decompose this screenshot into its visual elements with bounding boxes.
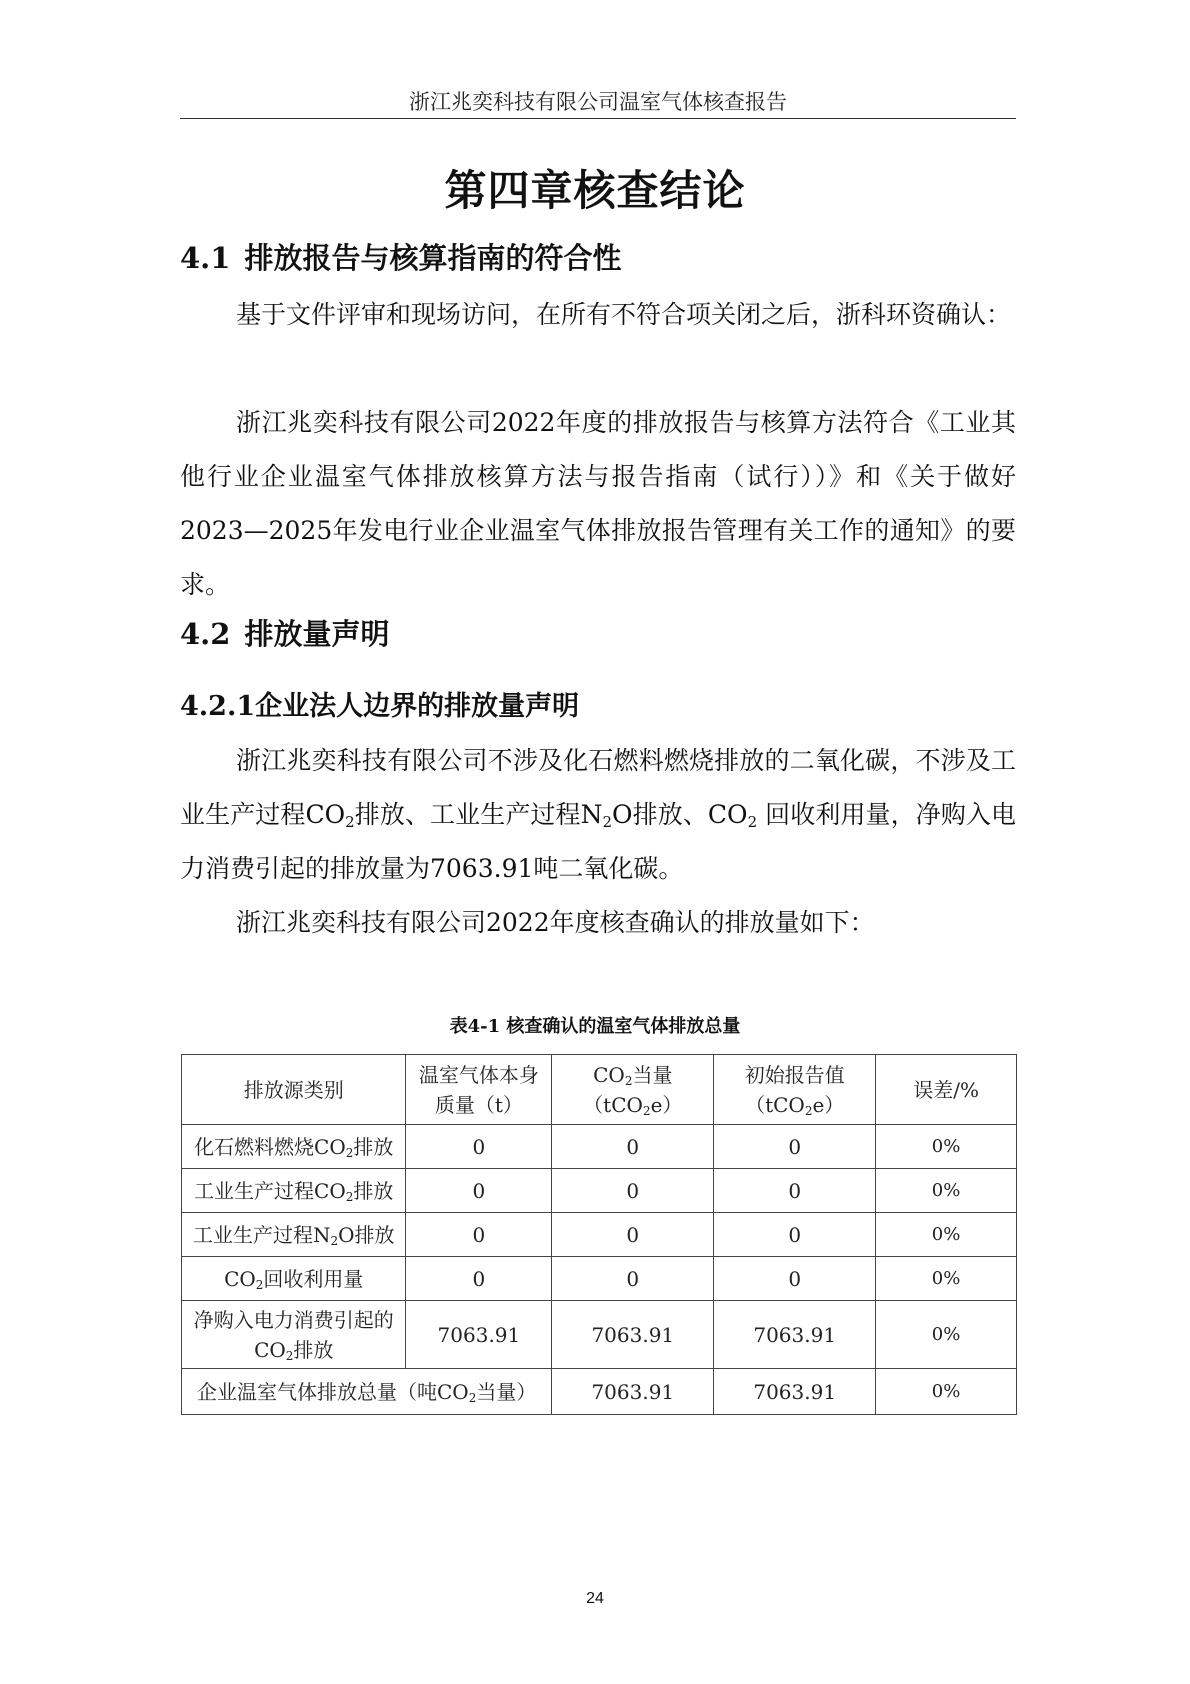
section-4-1-heading — [180, 236, 621, 277]
cell-co2e: 0 — [552, 1125, 714, 1169]
section-4-2-1-heading: 4.2.1企业法人边界的排放量声明 — [180, 691, 580, 722]
paragraph-table-intro: 浙江兆奕科技有限公司2022年度核查确认的排放量如下： — [236, 908, 875, 937]
cell-initial: 0 — [714, 1257, 876, 1301]
text-run: 浙江兆奕科技有限公司不涉及化石燃料燃烧排放的二氧化碳，不涉及工业生产过程CO — [180, 746, 1016, 829]
section-number: 4.2 — [180, 617, 231, 651]
text-run: CO — [593, 1062, 625, 1087]
cell-mass: 0 — [406, 1169, 552, 1213]
cell-error: 0% — [876, 1257, 1017, 1301]
cell-initial: 0 — [714, 1125, 876, 1169]
table-total-row — [182, 1369, 1017, 1415]
chapter-title: 第四章核查结论 — [444, 166, 746, 215]
section-number: 4.1 — [180, 241, 231, 275]
subscript: 2 — [255, 1277, 264, 1292]
text-run: 回收利用量，净购入电力消费引起的排放量为7063.91吨二氧化碳。 — [180, 800, 1017, 883]
text-run: 回收利用量 — [263, 1266, 364, 1291]
text-run: CO — [254, 1337, 286, 1362]
text-run: 企业温室气体排放总量（吨CO — [197, 1379, 469, 1404]
header-error: 误差/% — [876, 1055, 1017, 1125]
cell-co2e: 0 — [552, 1213, 714, 1257]
subscript: 2 — [345, 812, 355, 831]
text-run: 初始报告值 — [744, 1062, 845, 1087]
subscript: 2 — [468, 1390, 477, 1405]
cell-mass: 0 — [406, 1257, 552, 1301]
cell-co2e: 7063.91 — [552, 1301, 714, 1369]
row-label — [182, 1301, 406, 1369]
text-run: 工业生产过程CO — [194, 1178, 346, 1203]
header-rule — [180, 118, 1016, 119]
table-header-row — [182, 1055, 1017, 1125]
cell-initial: 7063.91 — [714, 1369, 876, 1415]
subscript: 2 — [345, 1189, 354, 1204]
cell-co2e: 0 — [552, 1257, 714, 1301]
header-source-type: 排放源类别 — [182, 1055, 406, 1125]
header-gas-mass: 温室气体本身质量（t） — [406, 1055, 552, 1125]
text-run: （tCO — [745, 1092, 805, 1117]
cell-co2e: 0 — [552, 1169, 714, 1213]
paragraph-confirmation: 基于文件评审和现场访问，在所有不符合项关闭之后，浙科环资确认： — [236, 300, 1012, 329]
running-header: 浙江兆奕科技有限公司温室气体核查报告 — [409, 90, 787, 114]
paragraph-compliance: 浙江兆奕科技有限公司2022年度的排放报告与核算方法符合《工业其他行业企业温室气体排放核算方法与报告指南（试行））》和《关于做好2023—2025年发电行业企业温室气体排放报告管理有关工作的通知》的要求。 — [180, 408, 1016, 599]
cell-error: 0% — [876, 1213, 1017, 1257]
text-run: O排放、CO — [612, 800, 748, 829]
row-label — [182, 1257, 406, 1301]
table-row — [182, 1169, 1017, 1213]
subscript: 2 — [285, 1348, 294, 1363]
subscript: 2 — [330, 1233, 339, 1248]
section-title: 排放报告与核算指南的符合性 — [244, 241, 622, 275]
cell-initial: 0 — [714, 1213, 876, 1257]
subscript: 2 — [624, 1073, 633, 1088]
table-row — [182, 1301, 1017, 1369]
table-caption: 表4-1 核查确认的温室气体排放总量 — [449, 1016, 741, 1037]
cell-mass: 7063.91 — [406, 1301, 552, 1369]
cell-initial: 0 — [714, 1169, 876, 1213]
row-label — [182, 1169, 406, 1213]
table-row — [182, 1125, 1017, 1169]
cell-error: 0% — [876, 1301, 1017, 1369]
row-label — [182, 1213, 406, 1257]
page-number: 24 — [586, 1590, 604, 1607]
subscript: 2 — [345, 1145, 354, 1160]
text-run: 化石燃料燃烧CO — [194, 1134, 346, 1159]
subscript: 2 — [747, 812, 758, 831]
paragraph-emission-statement — [180, 734, 1016, 896]
text-run: 当量） — [476, 1379, 537, 1404]
text-run: 工业生产过程N — [192, 1222, 331, 1247]
text-run: 排放 — [293, 1337, 334, 1362]
cell-mass: 0 — [406, 1125, 552, 1169]
cell-co2e: 7063.91 — [552, 1369, 714, 1415]
subscript: 2 — [804, 1103, 813, 1118]
text-run: 当量 — [632, 1062, 673, 1087]
text-run: e） — [812, 1092, 845, 1117]
row-label — [182, 1125, 406, 1169]
text-run: 净购入电力消费引起的 — [193, 1307, 394, 1332]
table-row — [182, 1213, 1017, 1257]
text-run: 排放 — [353, 1178, 394, 1203]
header-co2-equivalent — [552, 1055, 714, 1125]
row-label — [182, 1369, 552, 1415]
emissions-table — [181, 1054, 1017, 1415]
cell-mass: 0 — [406, 1213, 552, 1257]
text-run: CO — [224, 1266, 256, 1291]
table-row — [182, 1257, 1017, 1301]
text-run: （tCO — [583, 1092, 643, 1117]
cell-error: 0% — [876, 1369, 1017, 1415]
cell-initial: 7063.91 — [714, 1301, 876, 1369]
text-run: 排放、工业生产过程N — [354, 800, 603, 829]
header-initial-reported — [714, 1055, 876, 1125]
text-run: 排放 — [353, 1134, 394, 1159]
text-run: e） — [650, 1092, 683, 1117]
section-4-2-heading — [180, 612, 389, 653]
cell-error: 0% — [876, 1169, 1017, 1213]
subscript: 2 — [642, 1103, 651, 1118]
text-run: O排放 — [338, 1222, 395, 1247]
subscript: 2 — [602, 812, 613, 831]
cell-error: 0% — [876, 1125, 1017, 1169]
section-title: 排放量声明 — [244, 617, 390, 651]
